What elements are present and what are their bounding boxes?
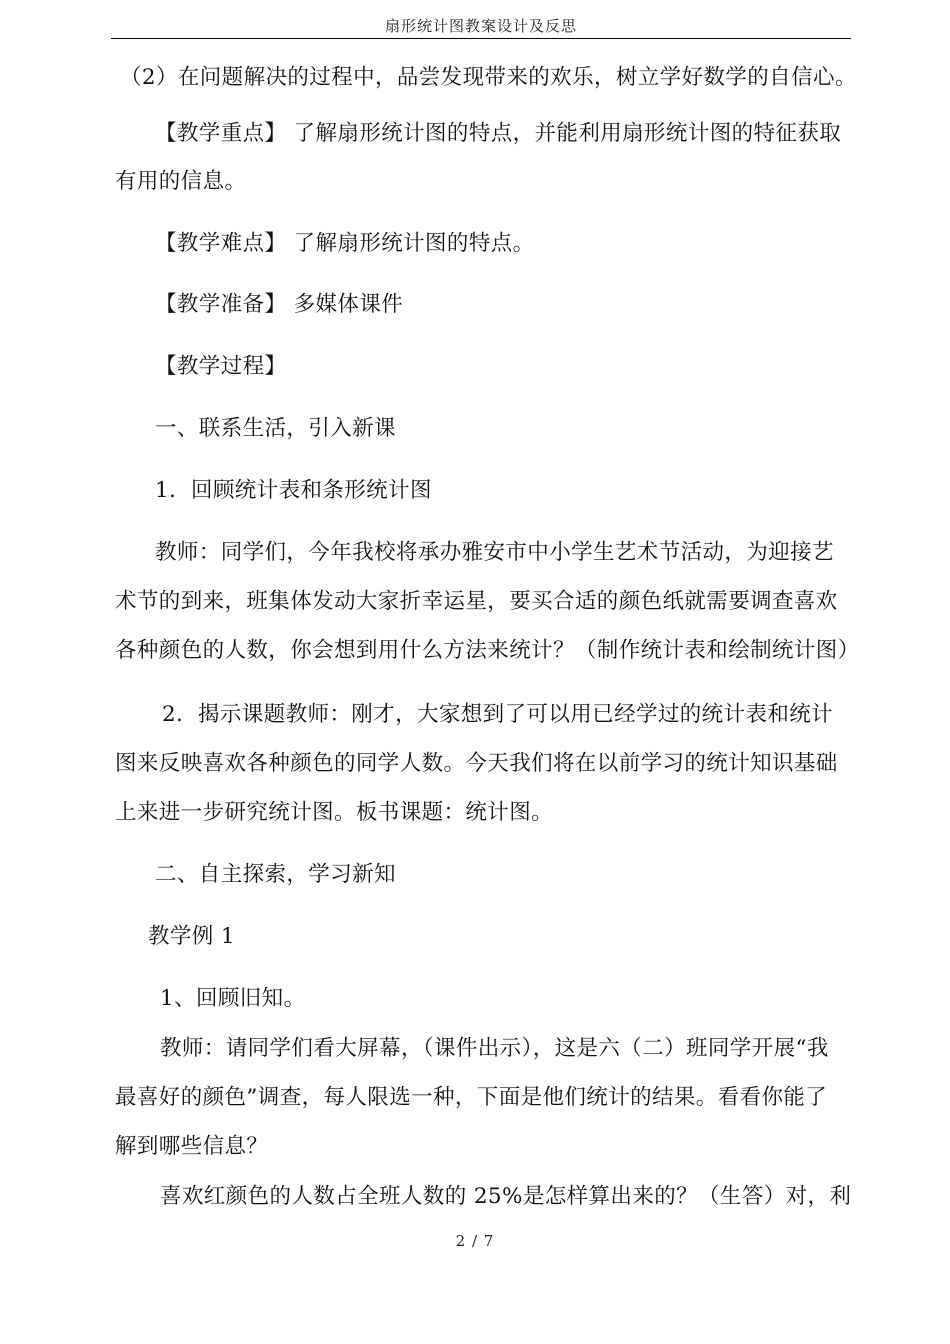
section-heading-2: 二、自主探索，学习新知 bbox=[155, 862, 396, 887]
difficulty-line: 【教学难点】 了解扇形统计图的特点。 bbox=[155, 231, 535, 256]
preparation-line: 【教学准备】 多媒体课件 bbox=[155, 292, 404, 317]
page-header bbox=[111, 16, 851, 39]
example-heading: 教学例 1 bbox=[148, 924, 236, 949]
paragraph-line: 教师：同学们，今年我校将承办雅安市中小学生艺术节活动，为迎接艺 bbox=[155, 540, 834, 565]
paragraph-line: 图来反映喜欢各种颜色的同学人数。今天我们将在以前学习的统计知识基础 bbox=[115, 751, 838, 776]
paragraph-line: 喜欢红颜色的人数占全班人数的 25%是怎样算出来的？（生答）对，利 bbox=[160, 1184, 852, 1209]
section-heading-1: 一、联系生活，引入新课 bbox=[155, 416, 396, 441]
paragraph-line: 各种颜色的人数，你会想到用什么方法来统计？（制作统计表和绘制统计图） bbox=[115, 638, 860, 663]
page-number: 2 / 7 bbox=[455, 1232, 495, 1250]
paragraph-line: 最喜好的颜色”调查，每人限选一种，下面是他们统计的结果。看看你能了 bbox=[115, 1085, 828, 1110]
paragraph-line: 教师：请同学们看大屏幕，（课件出示），这是六（二）班同学开展“我 bbox=[160, 1036, 829, 1061]
paragraph-line: 术节的到来，班集体发动大家折幸运星，要买合适的颜色纸就需要调查喜欢 bbox=[115, 589, 838, 614]
objective-line: （2）在问题解决的过程中，品尝发现带来的欢乐，树立学好数学的自信心。 bbox=[120, 65, 857, 90]
paragraph-line: 2．揭示课题教师：刚才，大家想到了可以用已经学过的统计表和统计 bbox=[162, 702, 834, 727]
key-point-line-2: 有用的信息。 bbox=[115, 169, 247, 194]
paragraph-line: 上来进一步研究统计图。板书课题：统计图。 bbox=[115, 800, 554, 825]
subsection-heading-1: 1．回顾统计表和条形统计图 bbox=[155, 478, 432, 503]
process-heading: 【教学过程】 bbox=[155, 354, 287, 379]
paragraph-line: 解到哪些信息？ bbox=[115, 1134, 269, 1159]
document-title: 扇形统计图教案设计及反思 bbox=[384, 17, 577, 35]
key-point-line-1: 【教学重点】 了解扇形统计图的特点，并能利用扇形统计图的特征获取 bbox=[155, 121, 842, 146]
subsection-heading-2: 1、回顾旧知。 bbox=[160, 986, 306, 1011]
